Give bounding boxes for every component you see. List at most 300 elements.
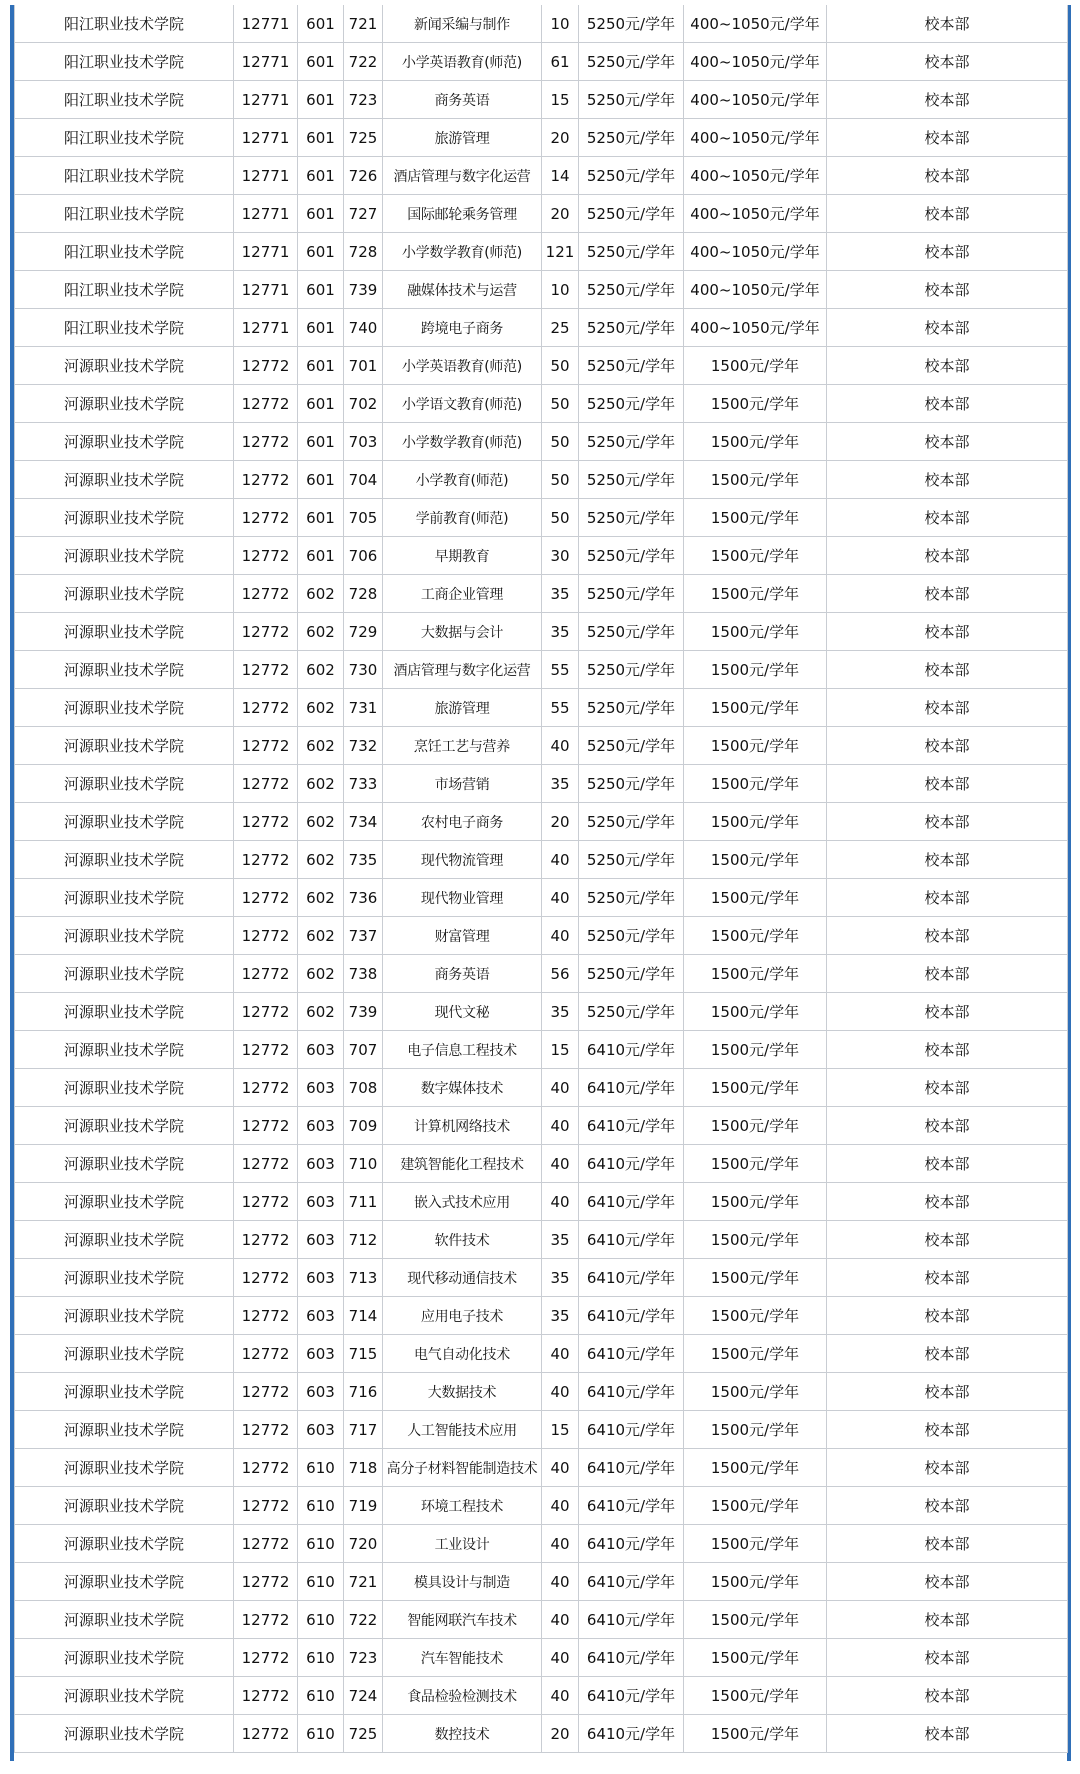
table-row [15, 1487, 1068, 1525]
major-name-cell: 工业设计 [383, 1525, 542, 1563]
major-name-cell: 现代文秘 [383, 993, 542, 1031]
plan-count-cell: 35 [542, 1221, 579, 1259]
school-code-cell: 12772 [234, 575, 298, 613]
major-name-cell: 小学数学教育(师范) [383, 233, 542, 271]
group-code-cell: 601 [298, 5, 344, 43]
school-code-cell: 12772 [234, 385, 298, 423]
accommodation-fee-cell: 1500元/学年 [684, 1449, 827, 1487]
campus-cell: 校本部 [827, 347, 1068, 385]
major-code-cell: 703 [344, 423, 383, 461]
school-code-cell: 12771 [234, 119, 298, 157]
plan-count-cell: 40 [542, 727, 579, 765]
major-code-cell: 723 [344, 81, 383, 119]
major-name-cell: 现代移动通信技术 [383, 1259, 542, 1297]
major-name-cell: 大数据与会计 [383, 613, 542, 651]
accommodation-fee-cell: 1500元/学年 [684, 575, 827, 613]
table-row [15, 1411, 1068, 1449]
campus-cell: 校本部 [827, 385, 1068, 423]
table-row [15, 1259, 1068, 1297]
campus-cell: 校本部 [827, 1221, 1068, 1259]
group-code-cell: 601 [298, 157, 344, 195]
major-code-cell: 721 [344, 1563, 383, 1601]
school-name-cell: 河源职业技术学院 [15, 1563, 234, 1601]
accommodation-fee-cell: 400~1050元/学年 [684, 157, 827, 195]
campus-cell: 校本部 [827, 461, 1068, 499]
table-row [15, 841, 1068, 879]
plan-count-cell: 40 [542, 1525, 579, 1563]
table-row [15, 5, 1068, 43]
school-code-cell: 12771 [234, 5, 298, 43]
tuition-cell: 5250元/学年 [579, 575, 684, 613]
school-code-cell: 12772 [234, 1107, 298, 1145]
accommodation-fee-cell: 1500元/学年 [684, 613, 827, 651]
major-code-cell: 726 [344, 157, 383, 195]
plan-count-cell: 56 [542, 955, 579, 993]
accommodation-fee-cell: 1500元/学年 [684, 1639, 827, 1677]
table-row [15, 81, 1068, 119]
group-code-cell: 603 [298, 1297, 344, 1335]
campus-cell: 校本部 [827, 195, 1068, 233]
group-code-cell: 603 [298, 1145, 344, 1183]
major-code-cell: 722 [344, 43, 383, 81]
school-name-cell: 河源职业技术学院 [15, 385, 234, 423]
plan-count-cell: 15 [542, 1411, 579, 1449]
accommodation-fee-cell: 1500元/学年 [684, 1411, 827, 1449]
tuition-cell: 5250元/学年 [579, 613, 684, 651]
table-row [15, 803, 1068, 841]
table-row [15, 955, 1068, 993]
major-name-cell: 大数据技术 [383, 1373, 542, 1411]
major-name-cell: 酒店管理与数字化运营 [383, 651, 542, 689]
school-code-cell: 12772 [234, 1487, 298, 1525]
major-name-cell: 市场营销 [383, 765, 542, 803]
major-name-cell: 电气自动化技术 [383, 1335, 542, 1373]
tuition-cell: 5250元/学年 [579, 271, 684, 309]
school-code-cell: 12772 [234, 1145, 298, 1183]
plan-count-cell: 40 [542, 917, 579, 955]
tuition-cell: 5250元/学年 [579, 5, 684, 43]
school-code-cell: 12772 [234, 803, 298, 841]
table-row [15, 271, 1068, 309]
table-row [15, 43, 1068, 81]
plan-count-cell: 50 [542, 423, 579, 461]
major-code-cell: 734 [344, 803, 383, 841]
accommodation-fee-cell: 1500元/学年 [684, 461, 827, 499]
major-code-cell: 733 [344, 765, 383, 803]
plan-count-cell: 55 [542, 689, 579, 727]
campus-cell: 校本部 [827, 1639, 1068, 1677]
table-row [15, 1563, 1068, 1601]
table-row [15, 157, 1068, 195]
school-code-cell: 12772 [234, 1221, 298, 1259]
tuition-cell: 6410元/学年 [579, 1259, 684, 1297]
major-code-cell: 713 [344, 1259, 383, 1297]
school-code-cell: 12772 [234, 1335, 298, 1373]
plan-count-cell: 50 [542, 347, 579, 385]
campus-cell: 校本部 [827, 1183, 1068, 1221]
school-code-cell: 12772 [234, 1183, 298, 1221]
major-name-cell: 环境工程技术 [383, 1487, 542, 1525]
major-code-cell: 728 [344, 233, 383, 271]
school-code-cell: 12772 [234, 1449, 298, 1487]
major-name-cell: 新闻采编与制作 [383, 5, 542, 43]
campus-cell: 校本部 [827, 233, 1068, 271]
plan-count-cell: 20 [542, 1715, 579, 1753]
tuition-cell: 6410元/学年 [579, 1525, 684, 1563]
accommodation-fee-cell: 1500元/学年 [684, 1259, 827, 1297]
major-code-cell: 737 [344, 917, 383, 955]
major-name-cell: 应用电子技术 [383, 1297, 542, 1335]
table-row [15, 233, 1068, 271]
group-code-cell: 601 [298, 119, 344, 157]
tuition-cell: 5250元/学年 [579, 765, 684, 803]
plan-count-cell: 35 [542, 575, 579, 613]
accommodation-fee-cell: 1500元/学年 [684, 1145, 827, 1183]
school-name-cell: 河源职业技术学院 [15, 575, 234, 613]
major-code-cell: 730 [344, 651, 383, 689]
tuition-cell: 5250元/学年 [579, 993, 684, 1031]
school-name-cell: 河源职业技术学院 [15, 1183, 234, 1221]
school-code-cell: 12772 [234, 1563, 298, 1601]
campus-cell: 校本部 [827, 1715, 1068, 1753]
school-name-cell: 河源职业技术学院 [15, 461, 234, 499]
group-code-cell: 602 [298, 879, 344, 917]
major-code-cell: 722 [344, 1601, 383, 1639]
school-name-cell: 河源职业技术学院 [15, 1525, 234, 1563]
major-code-cell: 718 [344, 1449, 383, 1487]
plan-count-cell: 40 [542, 1069, 579, 1107]
tuition-cell: 6410元/学年 [579, 1715, 684, 1753]
major-name-cell: 模具设计与制造 [383, 1563, 542, 1601]
school-name-cell: 河源职业技术学院 [15, 1411, 234, 1449]
major-name-cell: 商务英语 [383, 81, 542, 119]
school-code-cell: 12772 [234, 727, 298, 765]
plan-count-cell: 35 [542, 765, 579, 803]
school-name-cell: 河源职业技术学院 [15, 1031, 234, 1069]
school-code-cell: 12772 [234, 423, 298, 461]
accommodation-fee-cell: 1500元/学年 [684, 1297, 827, 1335]
accommodation-fee-cell: 1500元/学年 [684, 1715, 827, 1753]
school-name-cell: 河源职业技术学院 [15, 347, 234, 385]
table-row [15, 195, 1068, 233]
school-name-cell: 河源职业技术学院 [15, 1259, 234, 1297]
campus-cell: 校本部 [827, 1601, 1068, 1639]
table-row [15, 917, 1068, 955]
campus-cell: 校本部 [827, 1563, 1068, 1601]
accommodation-fee-cell: 400~1050元/学年 [684, 81, 827, 119]
group-code-cell: 603 [298, 1107, 344, 1145]
group-code-cell: 601 [298, 423, 344, 461]
major-code-cell: 723 [344, 1639, 383, 1677]
accommodation-fee-cell: 1500元/学年 [684, 841, 827, 879]
school-name-cell: 河源职业技术学院 [15, 1107, 234, 1145]
accommodation-fee-cell: 1500元/学年 [684, 499, 827, 537]
school-name-cell: 河源职业技术学院 [15, 423, 234, 461]
tuition-cell: 6410元/学年 [579, 1145, 684, 1183]
major-code-cell: 739 [344, 993, 383, 1031]
accommodation-fee-cell: 1500元/学年 [684, 765, 827, 803]
school-name-cell: 河源职业技术学院 [15, 1639, 234, 1677]
table-row [15, 499, 1068, 537]
table-row [15, 1639, 1068, 1677]
major-code-cell: 706 [344, 537, 383, 575]
table-row [15, 1715, 1068, 1753]
accommodation-fee-cell: 1500元/学年 [684, 1373, 827, 1411]
group-code-cell: 603 [298, 1373, 344, 1411]
tuition-cell: 5250元/学年 [579, 119, 684, 157]
accommodation-fee-cell: 400~1050元/学年 [684, 43, 827, 81]
plan-count-cell: 20 [542, 195, 579, 233]
major-name-cell: 现代物流管理 [383, 841, 542, 879]
plan-count-cell: 40 [542, 1145, 579, 1183]
plan-count-cell: 40 [542, 1183, 579, 1221]
plan-count-cell: 40 [542, 879, 579, 917]
accommodation-fee-cell: 1500元/学年 [684, 385, 827, 423]
plan-count-cell: 40 [542, 1601, 579, 1639]
table-row [15, 1183, 1068, 1221]
major-name-cell: 小学英语教育(师范) [383, 347, 542, 385]
school-name-cell: 阳江职业技术学院 [15, 233, 234, 271]
plan-count-cell: 15 [542, 81, 579, 119]
plan-count-cell: 55 [542, 651, 579, 689]
campus-cell: 校本部 [827, 1335, 1068, 1373]
major-name-cell: 商务英语 [383, 955, 542, 993]
accommodation-fee-cell: 1500元/学年 [684, 1107, 827, 1145]
group-code-cell: 602 [298, 765, 344, 803]
plan-count-cell: 50 [542, 461, 579, 499]
school-name-cell: 河源职业技术学院 [15, 651, 234, 689]
major-name-cell: 人工智能技术应用 [383, 1411, 542, 1449]
table-row [15, 1601, 1068, 1639]
tuition-cell: 5250元/学年 [579, 879, 684, 917]
school-code-cell: 12772 [234, 461, 298, 499]
accommodation-fee-cell: 1500元/学年 [684, 1677, 827, 1715]
accommodation-fee-cell: 1500元/学年 [684, 1031, 827, 1069]
plan-count-cell: 40 [542, 1487, 579, 1525]
school-code-cell: 12772 [234, 651, 298, 689]
campus-cell: 校本部 [827, 1031, 1068, 1069]
major-name-cell: 融媒体技术与运营 [383, 271, 542, 309]
campus-cell: 校本部 [827, 1373, 1068, 1411]
group-code-cell: 601 [298, 271, 344, 309]
table-row [15, 613, 1068, 651]
plan-count-cell: 35 [542, 1259, 579, 1297]
plan-count-cell: 40 [542, 1335, 579, 1373]
major-code-cell: 738 [344, 955, 383, 993]
accommodation-fee-cell: 400~1050元/学年 [684, 119, 827, 157]
major-name-cell: 旅游管理 [383, 689, 542, 727]
major-code-cell: 701 [344, 347, 383, 385]
tuition-cell: 6410元/学年 [579, 1297, 684, 1335]
school-name-cell: 阳江职业技术学院 [15, 119, 234, 157]
plan-count-cell: 61 [542, 43, 579, 81]
major-name-cell: 国际邮轮乘务管理 [383, 195, 542, 233]
group-code-cell: 610 [298, 1563, 344, 1601]
group-code-cell: 602 [298, 917, 344, 955]
campus-cell: 校本部 [827, 1107, 1068, 1145]
group-code-cell: 603 [298, 1259, 344, 1297]
major-name-cell: 计算机网络技术 [383, 1107, 542, 1145]
tuition-cell: 6410元/学年 [579, 1677, 684, 1715]
group-code-cell: 601 [298, 195, 344, 233]
table-row [15, 1221, 1068, 1259]
school-code-cell: 12771 [234, 81, 298, 119]
group-code-cell: 602 [298, 727, 344, 765]
tuition-cell: 5250元/学年 [579, 385, 684, 423]
table-row [15, 727, 1068, 765]
campus-cell: 校本部 [827, 81, 1068, 119]
accommodation-fee-cell: 1500元/学年 [684, 1525, 827, 1563]
major-code-cell: 704 [344, 461, 383, 499]
group-code-cell: 610 [298, 1487, 344, 1525]
plan-count-cell: 40 [542, 1373, 579, 1411]
major-code-cell: 715 [344, 1335, 383, 1373]
table-row [15, 537, 1068, 575]
group-code-cell: 603 [298, 1221, 344, 1259]
school-name-cell: 河源职业技术学院 [15, 1145, 234, 1183]
campus-cell: 校本部 [827, 765, 1068, 803]
tuition-cell: 5250元/学年 [579, 727, 684, 765]
plan-count-cell: 15 [542, 1031, 579, 1069]
table-row [15, 347, 1068, 385]
table-row [15, 1449, 1068, 1487]
campus-cell: 校本部 [827, 575, 1068, 613]
major-name-cell: 数控技术 [383, 1715, 542, 1753]
major-code-cell: 719 [344, 1487, 383, 1525]
school-name-cell: 河源职业技术学院 [15, 499, 234, 537]
table-row [15, 993, 1068, 1031]
campus-cell: 校本部 [827, 1069, 1068, 1107]
campus-cell: 校本部 [827, 423, 1068, 461]
plan-count-cell: 40 [542, 841, 579, 879]
major-name-cell: 学前教育(师范) [383, 499, 542, 537]
campus-cell: 校本部 [827, 841, 1068, 879]
plan-count-cell: 20 [542, 119, 579, 157]
major-code-cell: 735 [344, 841, 383, 879]
school-name-cell: 阳江职业技术学院 [15, 43, 234, 81]
school-name-cell: 河源职业技术学院 [15, 841, 234, 879]
plan-count-cell: 10 [542, 5, 579, 43]
major-code-cell: 727 [344, 195, 383, 233]
accommodation-fee-cell: 1500元/学年 [684, 689, 827, 727]
tuition-cell: 6410元/学年 [579, 1373, 684, 1411]
tuition-cell: 5250元/学年 [579, 309, 684, 347]
tuition-cell: 5250元/学年 [579, 43, 684, 81]
group-code-cell: 602 [298, 575, 344, 613]
tuition-cell: 6410元/学年 [579, 1487, 684, 1525]
school-code-cell: 12772 [234, 879, 298, 917]
group-code-cell: 602 [298, 651, 344, 689]
group-code-cell: 610 [298, 1677, 344, 1715]
campus-cell: 校本部 [827, 1525, 1068, 1563]
major-code-cell: 740 [344, 309, 383, 347]
group-code-cell: 601 [298, 499, 344, 537]
tuition-cell: 5250元/学年 [579, 841, 684, 879]
accommodation-fee-cell: 1500元/学年 [684, 651, 827, 689]
tuition-cell: 5250元/学年 [579, 499, 684, 537]
major-name-cell: 跨境电子商务 [383, 309, 542, 347]
accommodation-fee-cell: 1500元/学年 [684, 1069, 827, 1107]
major-name-cell: 汽车智能技术 [383, 1639, 542, 1677]
school-code-cell: 12771 [234, 271, 298, 309]
campus-cell: 校本部 [827, 993, 1068, 1031]
table-row [15, 765, 1068, 803]
school-name-cell: 河源职业技术学院 [15, 1297, 234, 1335]
campus-cell: 校本部 [827, 1449, 1068, 1487]
tuition-cell: 5250元/学年 [579, 537, 684, 575]
plan-count-cell: 40 [542, 1107, 579, 1145]
major-code-cell: 724 [344, 1677, 383, 1715]
school-code-cell: 12771 [234, 309, 298, 347]
school-name-cell: 河源职业技术学院 [15, 955, 234, 993]
school-code-cell: 12771 [234, 43, 298, 81]
school-name-cell: 河源职业技术学院 [15, 1601, 234, 1639]
group-code-cell: 603 [298, 1411, 344, 1449]
school-code-cell: 12772 [234, 917, 298, 955]
campus-cell: 校本部 [827, 727, 1068, 765]
group-code-cell: 602 [298, 613, 344, 651]
school-name-cell: 河源职业技术学院 [15, 1487, 234, 1525]
tuition-cell: 5250元/学年 [579, 955, 684, 993]
group-code-cell: 603 [298, 1069, 344, 1107]
table-row [15, 689, 1068, 727]
table-row [15, 461, 1068, 499]
school-code-cell: 12772 [234, 993, 298, 1031]
accommodation-fee-cell: 400~1050元/学年 [684, 309, 827, 347]
table-row [15, 119, 1068, 157]
group-code-cell: 601 [298, 233, 344, 271]
major-code-cell: 725 [344, 1715, 383, 1753]
tuition-cell: 6410元/学年 [579, 1069, 684, 1107]
accommodation-fee-cell: 1500元/学年 [684, 955, 827, 993]
campus-cell: 校本部 [827, 879, 1068, 917]
school-code-cell: 12771 [234, 233, 298, 271]
school-code-cell: 12772 [234, 1297, 298, 1335]
table-row [15, 1677, 1068, 1715]
school-code-cell: 12771 [234, 195, 298, 233]
school-name-cell: 河源职业技术学院 [15, 993, 234, 1031]
major-name-cell: 小学教育(师范) [383, 461, 542, 499]
group-code-cell: 602 [298, 803, 344, 841]
tuition-cell: 5250元/学年 [579, 803, 684, 841]
group-code-cell: 610 [298, 1639, 344, 1677]
tuition-cell: 5250元/学年 [579, 651, 684, 689]
campus-cell: 校本部 [827, 1411, 1068, 1449]
school-code-cell: 12772 [234, 537, 298, 575]
tuition-cell: 5250元/学年 [579, 917, 684, 955]
tuition-cell: 6410元/学年 [579, 1221, 684, 1259]
school-code-cell: 12772 [234, 1639, 298, 1677]
plan-count-cell: 30 [542, 537, 579, 575]
school-code-cell: 12772 [234, 955, 298, 993]
group-code-cell: 602 [298, 689, 344, 727]
major-name-cell: 小学语文教育(师范) [383, 385, 542, 423]
school-code-cell: 12772 [234, 1031, 298, 1069]
major-code-cell: 729 [344, 613, 383, 651]
school-name-cell: 河源职业技术学院 [15, 765, 234, 803]
accommodation-fee-cell: 400~1050元/学年 [684, 233, 827, 271]
accommodation-fee-cell: 1500元/学年 [684, 727, 827, 765]
accommodation-fee-cell: 1500元/学年 [684, 803, 827, 841]
table-row [15, 1145, 1068, 1183]
campus-cell: 校本部 [827, 917, 1068, 955]
school-name-cell: 河源职业技术学院 [15, 1373, 234, 1411]
school-name-cell: 阳江职业技术学院 [15, 81, 234, 119]
major-code-cell: 720 [344, 1525, 383, 1563]
group-code-cell: 601 [298, 461, 344, 499]
plan-count-cell: 50 [542, 499, 579, 537]
school-name-cell: 河源职业技术学院 [15, 1715, 234, 1753]
